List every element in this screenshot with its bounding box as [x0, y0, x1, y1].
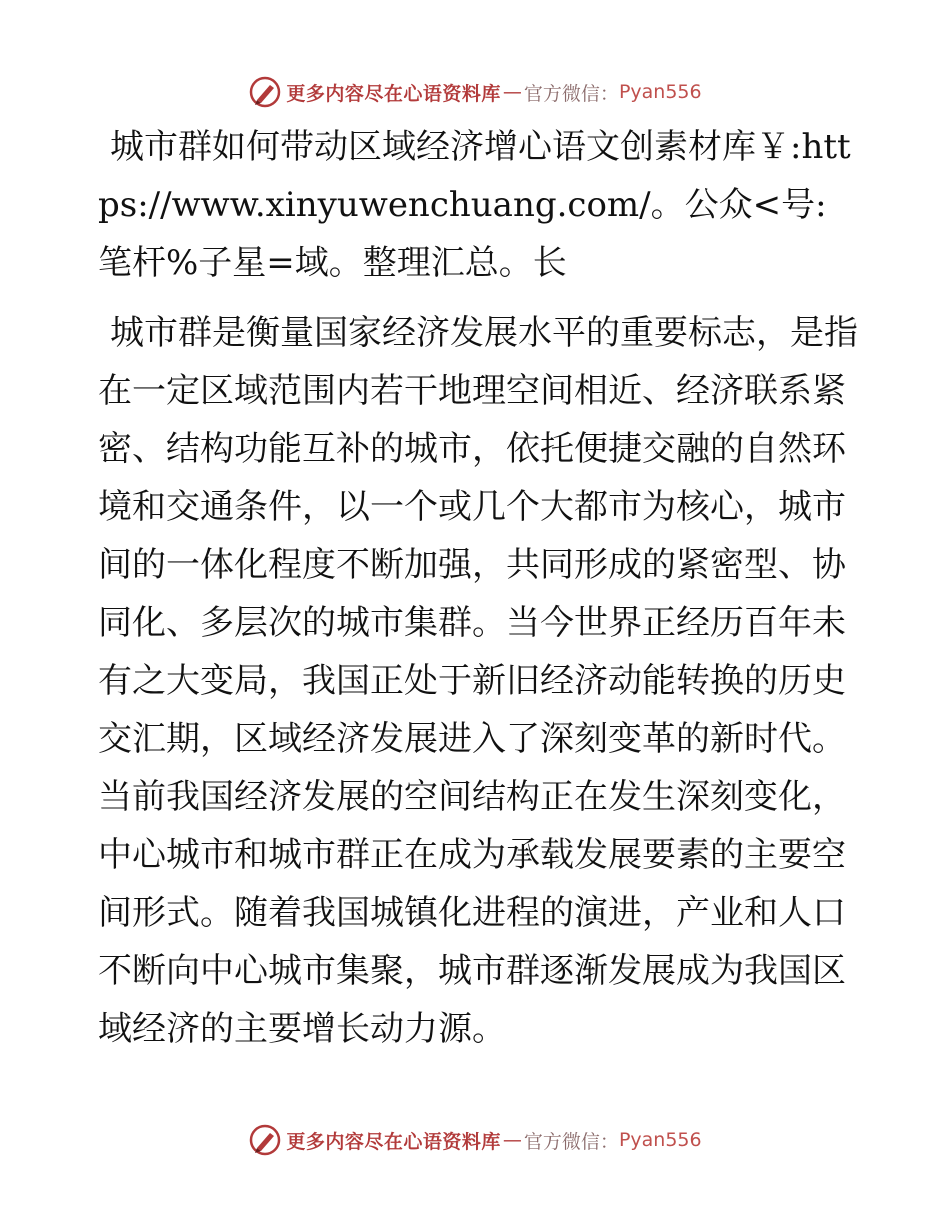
pen-logo-icon — [248, 75, 282, 109]
banner-main-text: 更多内容尽在心语资料库 — [286, 82, 501, 105]
paragraph-body: 城市群是衡量国家经济发展水平的重要标志，是指在一定区域范围内若干地理空间相近、经济联系紧密、结构功能互补的城市，依托便捷交融的自然环境和交通条件，以一个或几个大都市为核心，城市间的一体化程度不断加强，共同形成的紧密型、协同化、多层次的城市集群。当今世界正经历百年未有之大变局，我国正处于新旧经济动能转换的历史交汇期，区域经济发展进入了深刻变革的新时代。当前我国经济发展的空间结构正在发生深刻变化，中心城市和城市群正在成为承载发展要素的主要空间形式。随着我国城镇化进程的演进，产业和人口不断向中心城市集聚，城市群逐渐发展成为我国区域经济的主要增长动力源。 — [98, 313, 858, 1049]
paragraph-title: 城市群如何带动区域经济增心语文创素材库￥:https://www.xinyuwenchuang.com/。公众<号:笔杆%子星=域。整理汇总。长 — [98, 127, 851, 283]
header-banner — [0, 70, 950, 114]
pen-logo-icon — [248, 1123, 282, 1157]
banner-main-text: 更多内容尽在心语资料库 — [286, 1130, 501, 1153]
banner-secondary-text: 官方微信： — [523, 82, 619, 105]
banner-wechat-id: Pyan556 — [618, 81, 702, 103]
document-body — [98, 118, 858, 1058]
banner-secondary-text: 官方微信： — [523, 1130, 619, 1153]
banner-separator: — — [502, 81, 522, 103]
banner-separator: — — [502, 1129, 522, 1151]
banner-wechat-id: Pyan556 — [618, 1129, 702, 1151]
footer-banner — [0, 1118, 950, 1162]
